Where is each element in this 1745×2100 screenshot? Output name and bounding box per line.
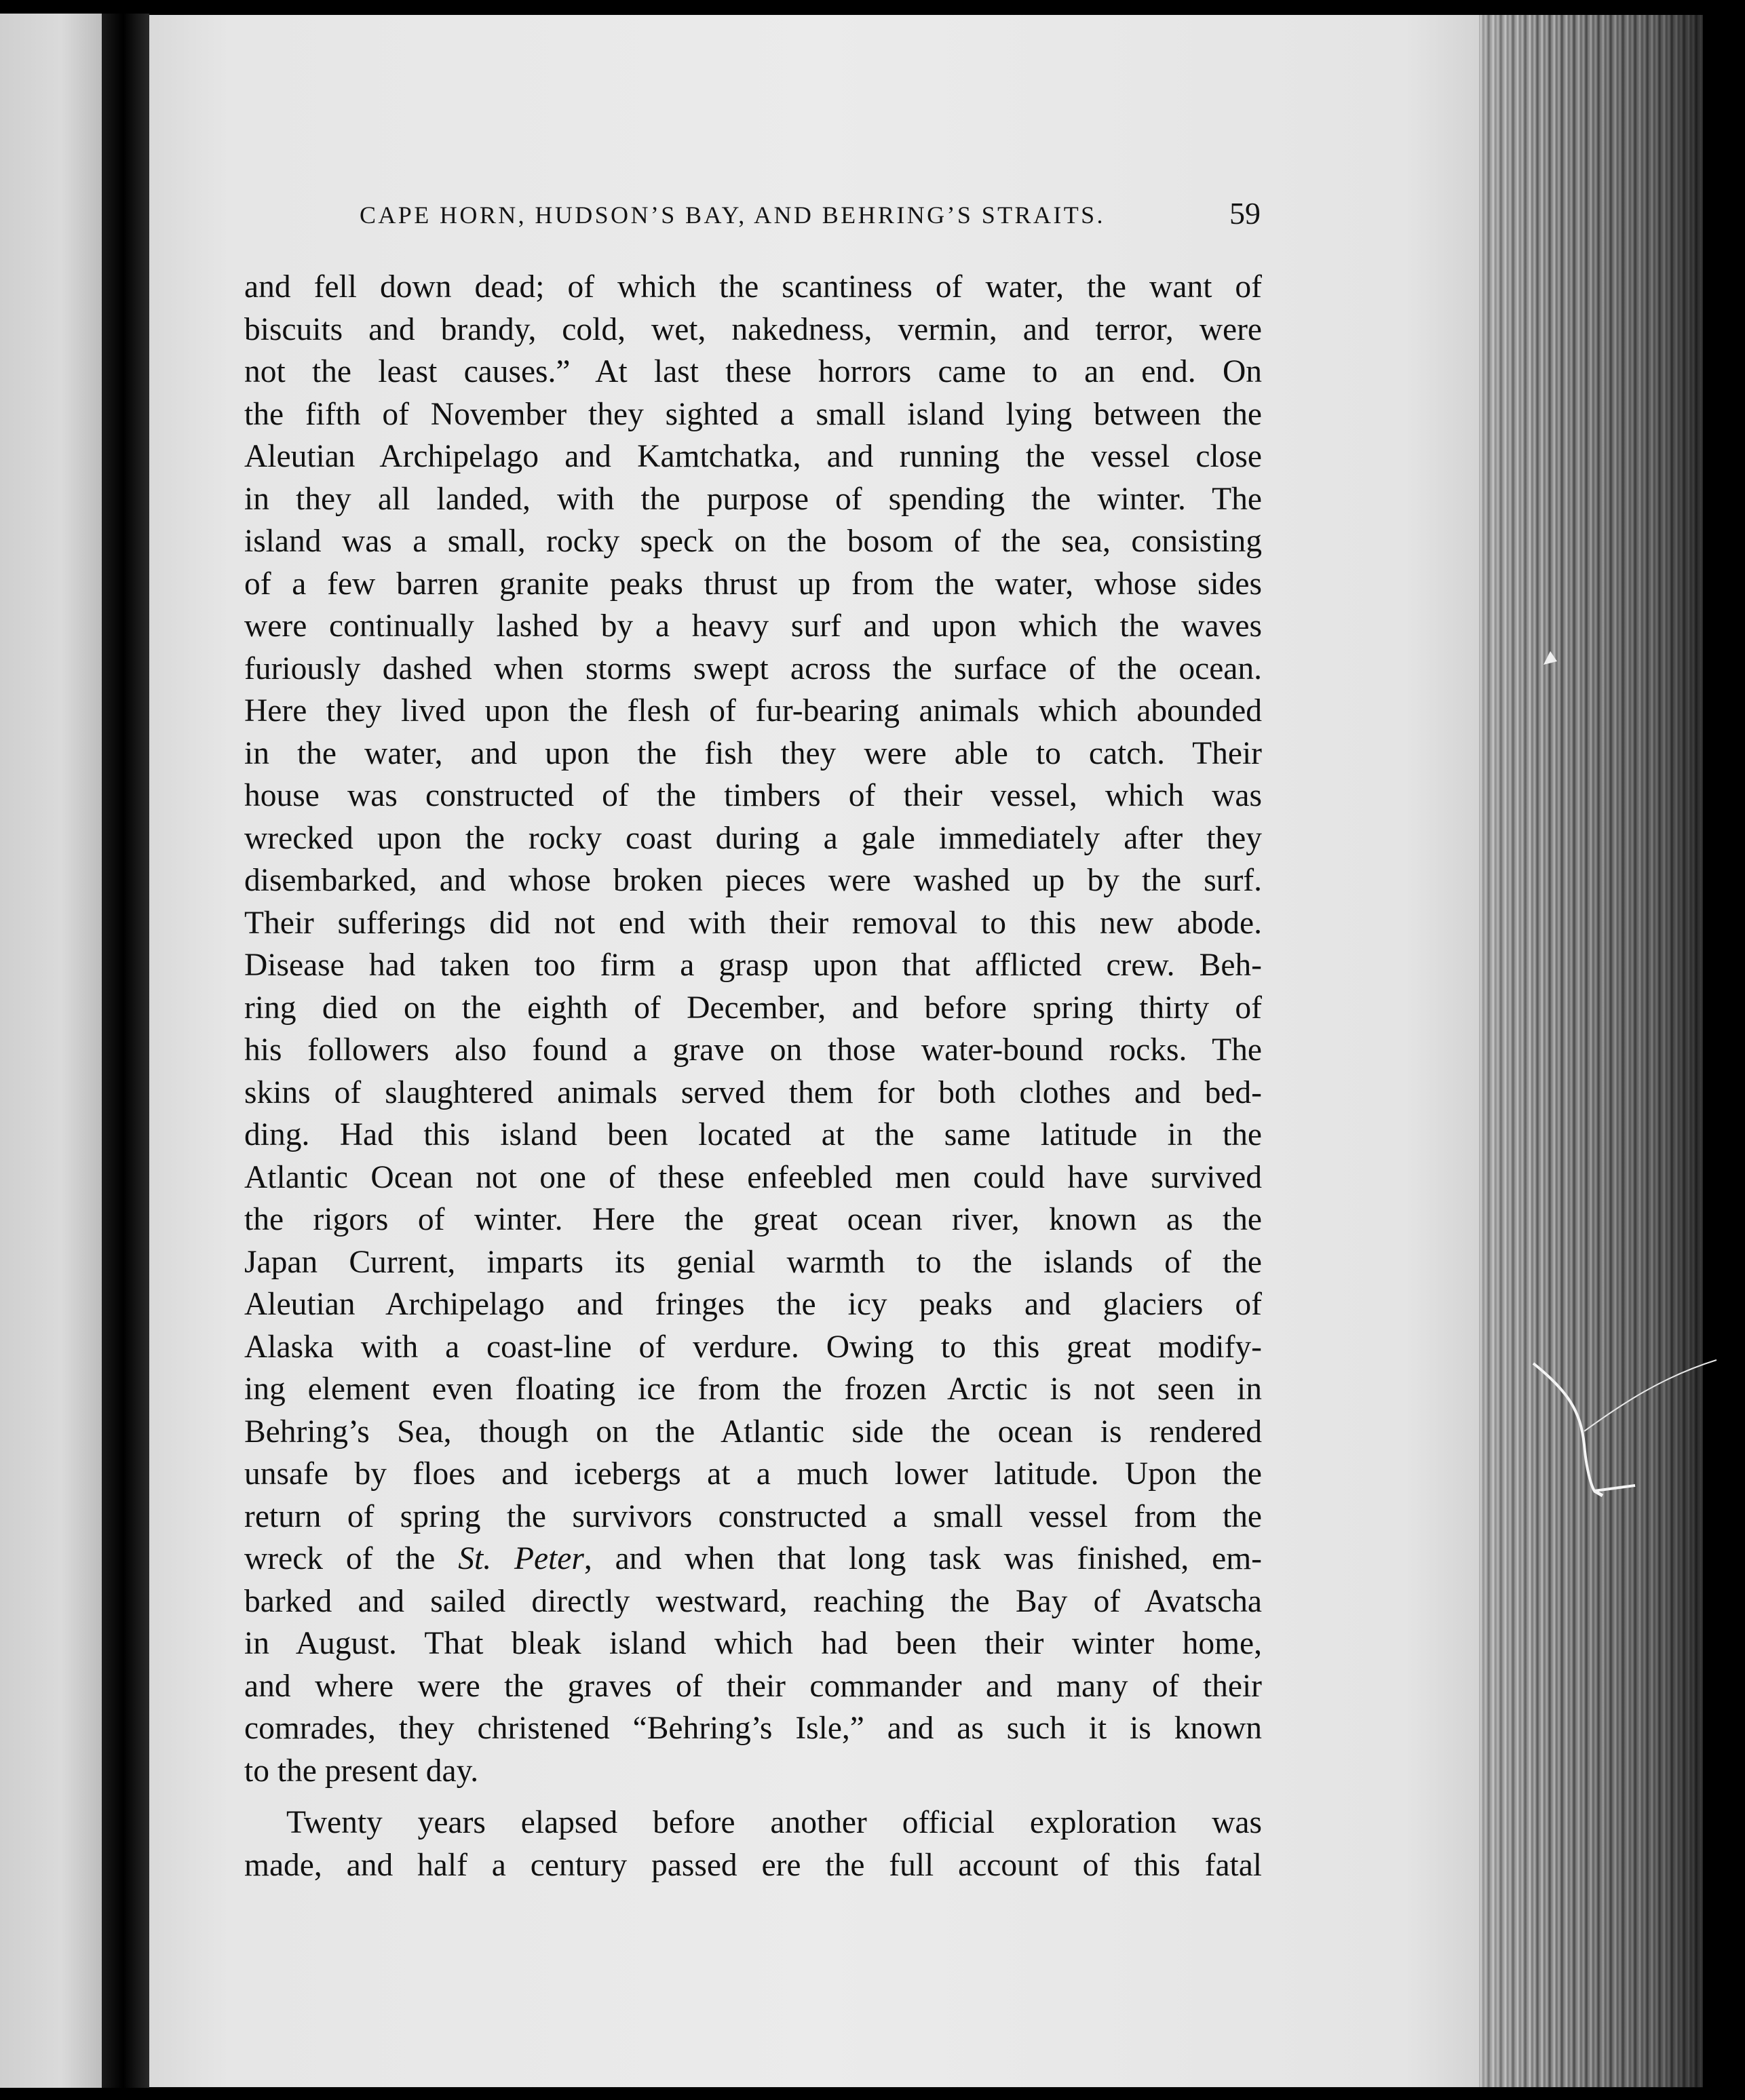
text-line: biscuits and brandy, cold, wet, nakedness, vermin, and terror, were xyxy=(244,311,1262,347)
page-stack-shading xyxy=(1479,15,1703,2087)
text-line: and fell down dead; of which the scantiness of water, the want of xyxy=(244,269,1262,305)
text-line: Aleutian Archipelago and Kamtchatka, and running the vessel close xyxy=(244,439,1262,474)
text-line: return of spring the survivors constructed a small vessel from the xyxy=(244,1498,1262,1534)
text-line: Aleutian Archipelago and fringes the icy peaks and glaciers of xyxy=(244,1287,1262,1322)
text-line: his followers also found a grave on those water-bound rocks. The xyxy=(244,1032,1262,1068)
ship-name: St. Peter xyxy=(458,1541,584,1576)
scan-speck-mark xyxy=(1540,648,1560,668)
scan-scratch-mark xyxy=(1527,1350,1730,1513)
text-line: the fifth of November they sighted a small island lying between the xyxy=(244,396,1262,432)
facing-page-edge xyxy=(0,14,102,2089)
scan-right-border xyxy=(1703,0,1745,2100)
paragraph-start-line: Twenty years elapsed before another official exploration was xyxy=(286,1805,1262,1840)
text-line: furiously dashed when storms swept across the surface of the ocean. xyxy=(244,650,1262,686)
text-line: made, and half a century passed ere the full account of this fatal xyxy=(244,1847,1262,1883)
text-line: barked and sailed directly westward, reaching the Bay of Avatscha xyxy=(244,1583,1262,1619)
paragraph-end-line: to the present day. xyxy=(244,1753,479,1789)
text-line: island was a small, rocky speck on the bosom of the sea, consisting xyxy=(244,524,1262,559)
text-line: ring died on the eighth of December, and before spring thirty of xyxy=(244,990,1262,1026)
text-line: skins of slaughtered animals served them for both clothes and bed- xyxy=(244,1074,1262,1110)
book-gutter xyxy=(102,14,149,2089)
text-line: in they all landed, with the purpose of spending the winter. The xyxy=(244,481,1262,517)
page-number: 59 xyxy=(1229,196,1261,231)
text-line: ding. Had this island been located at the same latitude in the xyxy=(244,1117,1262,1152)
scan-top-border xyxy=(0,0,1745,15)
body-text xyxy=(244,266,1262,1886)
text-line: house was constructed of the timbers of their vessel, which was xyxy=(244,778,1262,813)
text-line: Atlantic Ocean not one of these enfeebled men could have survived xyxy=(244,1159,1262,1195)
text-line: disembarked, and whose broken pieces were washed up by the surf. xyxy=(244,863,1262,898)
text-line: were continually lashed by a heavy surf and upon which the waves xyxy=(244,608,1262,644)
text-line: Alaska with a coast-line of verdure. Owing to this great modify- xyxy=(244,1329,1262,1365)
text-line: Japan Current, imparts its genial warmth to the islands of the xyxy=(244,1244,1262,1280)
text-line: of a few barren granite peaks thrust up from the water, whose sides xyxy=(244,566,1262,602)
text-line: the rigors of winter. Here the great ocean river, known as the xyxy=(244,1202,1262,1237)
text-line: ing element even floating ice from the frozen Arctic is not seen in xyxy=(244,1372,1262,1407)
text-line: Behring’s Sea, though on the Atlantic side the ocean is rendered xyxy=(244,1414,1262,1450)
text-line: Here they lived upon the flesh of fur-bearing animals which abounded xyxy=(244,693,1262,728)
text-line: comrades, they christened “Behring’s Isle,” and as such it is known xyxy=(244,1711,1262,1746)
text-line: and where were the graves of their commander and many of their xyxy=(244,1668,1262,1704)
text-line: in the water, and upon the fish they were able to catch. Their xyxy=(244,735,1262,771)
text-line: Their sufferings did not end with their removal to this new abode. xyxy=(244,905,1262,941)
text-line: not the least causes.” At last these horrors came to an end. On xyxy=(244,354,1262,389)
text-line: in August. That bleak island which had been their winter home, xyxy=(244,1626,1262,1661)
text-line: unsafe by floes and icebergs at a much lower latitude. Upon the xyxy=(244,1456,1262,1492)
running-head: CAPE HORN, HUDSON’S BAY, AND BEHRING’S STRAITS. xyxy=(360,201,1105,229)
scan-bottom-border xyxy=(0,2088,1745,2100)
text-line: wrecked upon the rocky coast during a gale immediately after they xyxy=(244,820,1262,856)
text-line-with-italic: wreck of the St. Peter, and when that long task was finished, em- xyxy=(244,1541,1262,1576)
text-line: Disease had taken too firm a grasp upon that afflicted crew. Beh- xyxy=(244,948,1262,983)
